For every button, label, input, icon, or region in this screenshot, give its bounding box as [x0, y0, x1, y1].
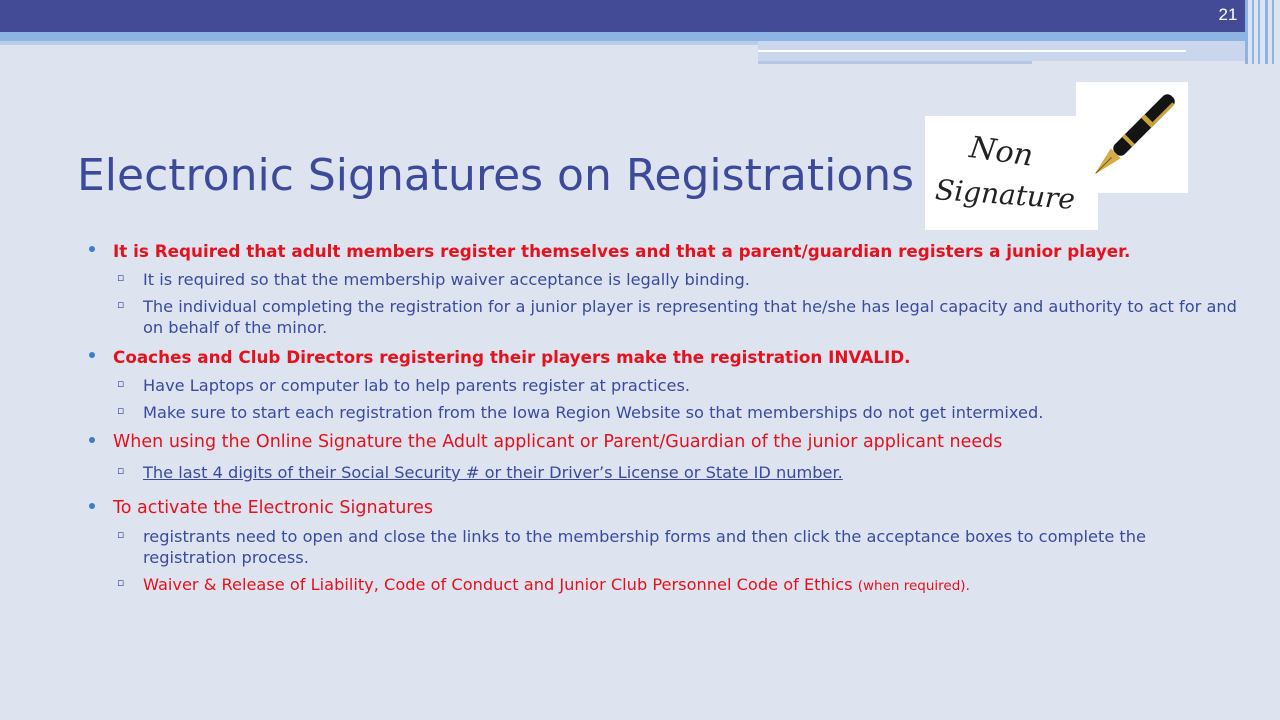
bullet-item — [89, 240, 1239, 263]
bullet-item — [89, 497, 1239, 520]
sub-bullet-text: registrants need to open and close the links to the membership forms and then click the acceptance boxes to complete the registration process. — [143, 527, 1146, 567]
sub-bullet-text: Waiver & Release of Liability, Code of Conduct and Junior Club Personnel Code of Ethics — [143, 575, 853, 594]
header-rule — [1272, 0, 1274, 64]
non-signature-image — [925, 116, 1098, 230]
bullet-text: Coaches and Club Directors registering their players make the registration INVALID. — [113, 347, 911, 367]
bullet-dot-icon — [89, 437, 95, 443]
sub-bullet-item — [89, 375, 1239, 396]
sub-bullet-text: Make sure to start each registration from the Iowa Region Website so that memberships do not get intermixed. — [143, 403, 1044, 422]
square-bullet-icon: ▫ — [117, 528, 125, 541]
sub-bullet-item — [89, 462, 1239, 483]
bullet-dot-icon — [89, 352, 95, 358]
header-rule — [1258, 0, 1260, 64]
bullet-list — [89, 240, 1239, 595]
signature-word-non: Non — [967, 130, 1036, 174]
slide-number: 21 — [1218, 5, 1238, 24]
square-bullet-icon: ▫ — [117, 298, 125, 311]
square-bullet-icon: ▫ — [117, 576, 125, 589]
square-bullet-icon: ▫ — [117, 404, 125, 417]
sub-bullet-item — [89, 402, 1239, 423]
sub-bullet-item — [89, 526, 1239, 568]
header-stripe — [758, 61, 1032, 64]
square-bullet-icon: ▫ — [117, 377, 125, 390]
sub-bullet-item — [89, 296, 1239, 338]
sub-bullet-item — [89, 574, 1239, 595]
square-bullet-icon: ▫ — [117, 464, 125, 477]
bullet-text: When using the Online Signature the Adult applicant or Parent/Guardian of the junior applicant needs — [113, 432, 1003, 452]
signature-word-signature: Signature — [934, 173, 1077, 216]
header-stripe — [0, 32, 1245, 41]
sub-bullet-item — [89, 269, 1239, 290]
header-rule — [1252, 0, 1254, 64]
square-bullet-icon: ▫ — [117, 271, 125, 284]
header-stripe — [758, 50, 1186, 52]
bullet-dot-icon — [89, 503, 95, 509]
header-rule — [1265, 0, 1268, 64]
header-stripe — [0, 41, 758, 45]
sub-bullet-text: It is required so that the membership waiver acceptance is legally binding. — [143, 270, 750, 289]
slide-title: Electronic Signatures on Registrations — [77, 150, 915, 201]
bullet-item — [89, 346, 1239, 369]
sub-bullet-note: (when required). — [857, 578, 970, 594]
sub-bullet-text: The last 4 digits of their Social Security # or their Driver’s License or State ID number. — [143, 463, 843, 482]
bullet-item — [89, 431, 1239, 454]
bullet-text: To activate the Electronic Signatures — [113, 498, 433, 518]
bullet-text: It is Required that adult members register themselves and that a parent/guardian registers a junior player. — [113, 241, 1131, 261]
sub-bullet-text: The individual completing the registration for a junior player is representing that he/she has legal capacity and authority to act for and on behalf of the minor. — [143, 297, 1237, 337]
fountain-pen-icon — [1076, 82, 1188, 193]
header-band — [0, 0, 1245, 32]
bullet-dot-icon — [89, 246, 95, 252]
sub-bullet-text: Have Laptops or computer lab to help parents register at practices. — [143, 376, 691, 395]
